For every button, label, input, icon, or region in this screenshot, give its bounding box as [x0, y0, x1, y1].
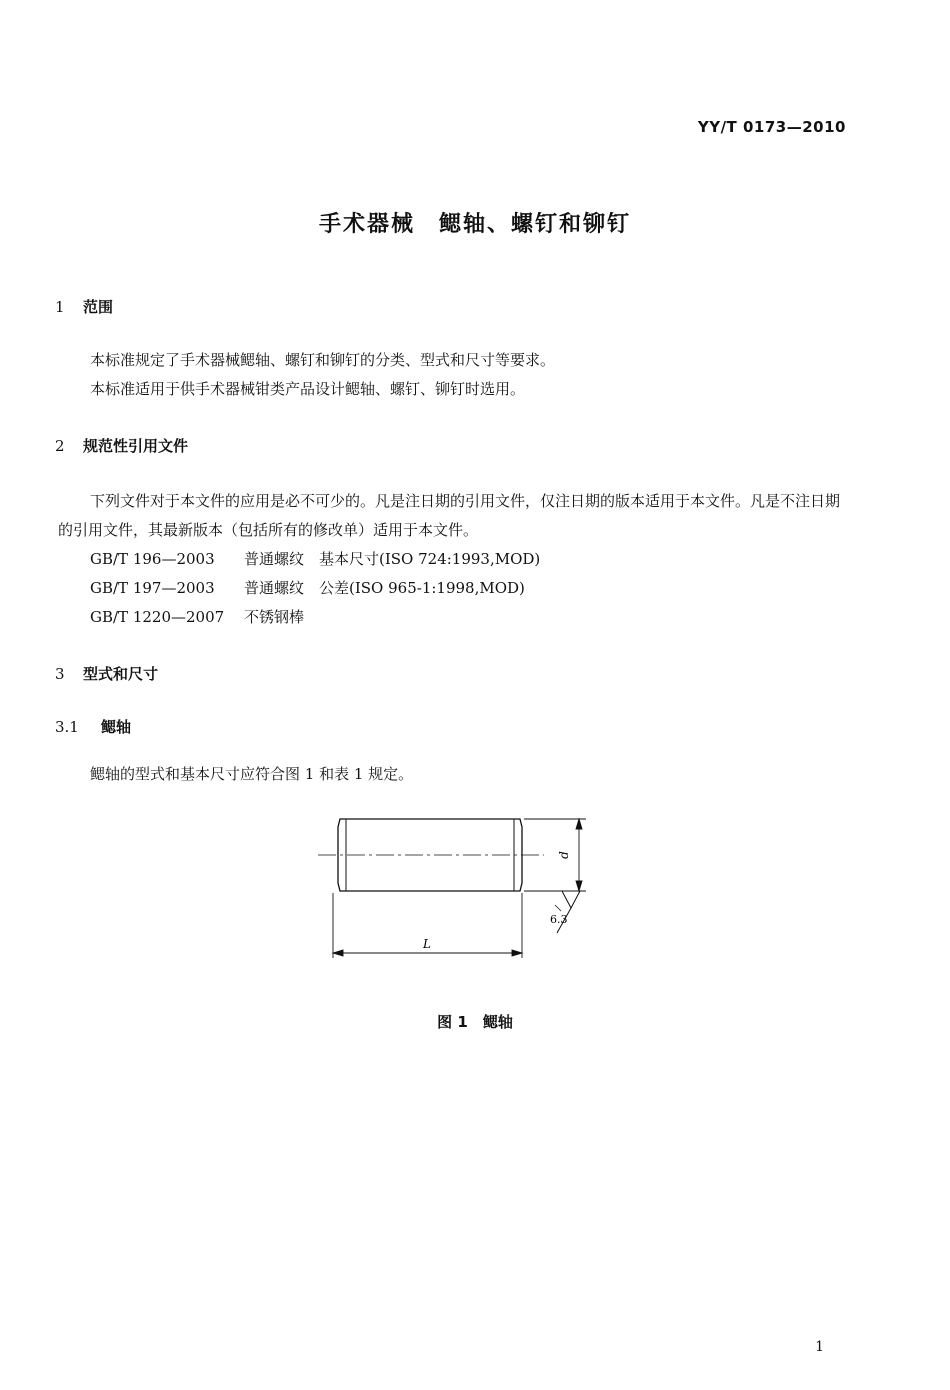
reference-item — [90, 577, 525, 598]
reference-item — [90, 606, 304, 627]
section-number: 1 — [55, 298, 65, 316]
arrow-left — [333, 950, 343, 956]
reference-code: GB/T 196—2003 — [90, 550, 215, 568]
section-3-1-heading — [55, 716, 131, 737]
section-3-heading — [55, 663, 158, 684]
section-number: 2 — [55, 437, 65, 455]
figure-caption: 图 1 鳃轴 — [437, 1013, 513, 1031]
section-1-paragraph-1: 本标准规定了手术器械鳃轴、螺钉和铆钉的分类、型式和尺寸等要求。 — [90, 351, 556, 369]
standard-code: YY/T 0173—2010 — [697, 118, 846, 136]
arrow-up — [576, 819, 582, 829]
arrow-right — [512, 950, 522, 956]
section-2-intro: 下列文件对于本文件的应用是必不可少的。凡是注日期的引用文件，仅注日期的版本适用于本文件。凡是不注日期的引用文件，其最新版本（包括所有的修改单）适用于本文件。 — [58, 492, 841, 539]
section-number: 3.1 — [55, 718, 79, 736]
diameter-label: d — [557, 851, 571, 859]
page-number: 1 — [815, 1339, 824, 1355]
section-2-heading — [55, 435, 188, 456]
length-label: L — [423, 937, 431, 951]
arrow-down — [576, 881, 582, 891]
section-3-1-text: 鳃轴的型式和基本尺寸应符合图 1 和表 1 规定。 — [90, 765, 414, 783]
section-title: 型式和尺寸 — [83, 665, 159, 683]
reference-title: 不锈钢棒 — [244, 608, 305, 626]
reference-title: 普通螺纹 基本尺寸(ISO 724:1993,MOD) — [244, 550, 541, 568]
reference-code: GB/T 1220—2007 — [90, 608, 225, 626]
section-number: 3 — [55, 665, 65, 683]
section-title: 规范性引用文件 — [83, 437, 189, 455]
section-title: 鳃轴 — [101, 718, 132, 736]
pin-drawing — [300, 805, 600, 965]
reference-item — [90, 548, 540, 569]
reference-title: 普通螺纹 公差(ISO 965-1:1998,MOD) — [244, 579, 525, 597]
document-title: 手术器械 鳃轴、螺钉和铆钉 — [318, 212, 631, 237]
reference-code: GB/T 197—2003 — [90, 579, 215, 597]
roughness-value: 6.3 — [550, 913, 568, 926]
section-1-paragraph-2: 本标准适用于供手术器械钳类产品设计鳃轴、螺钉、铆钉时选用。 — [90, 380, 526, 398]
section-title: 范围 — [83, 298, 114, 316]
section-1-heading — [55, 296, 113, 317]
roughness-symbol — [555, 891, 580, 933]
